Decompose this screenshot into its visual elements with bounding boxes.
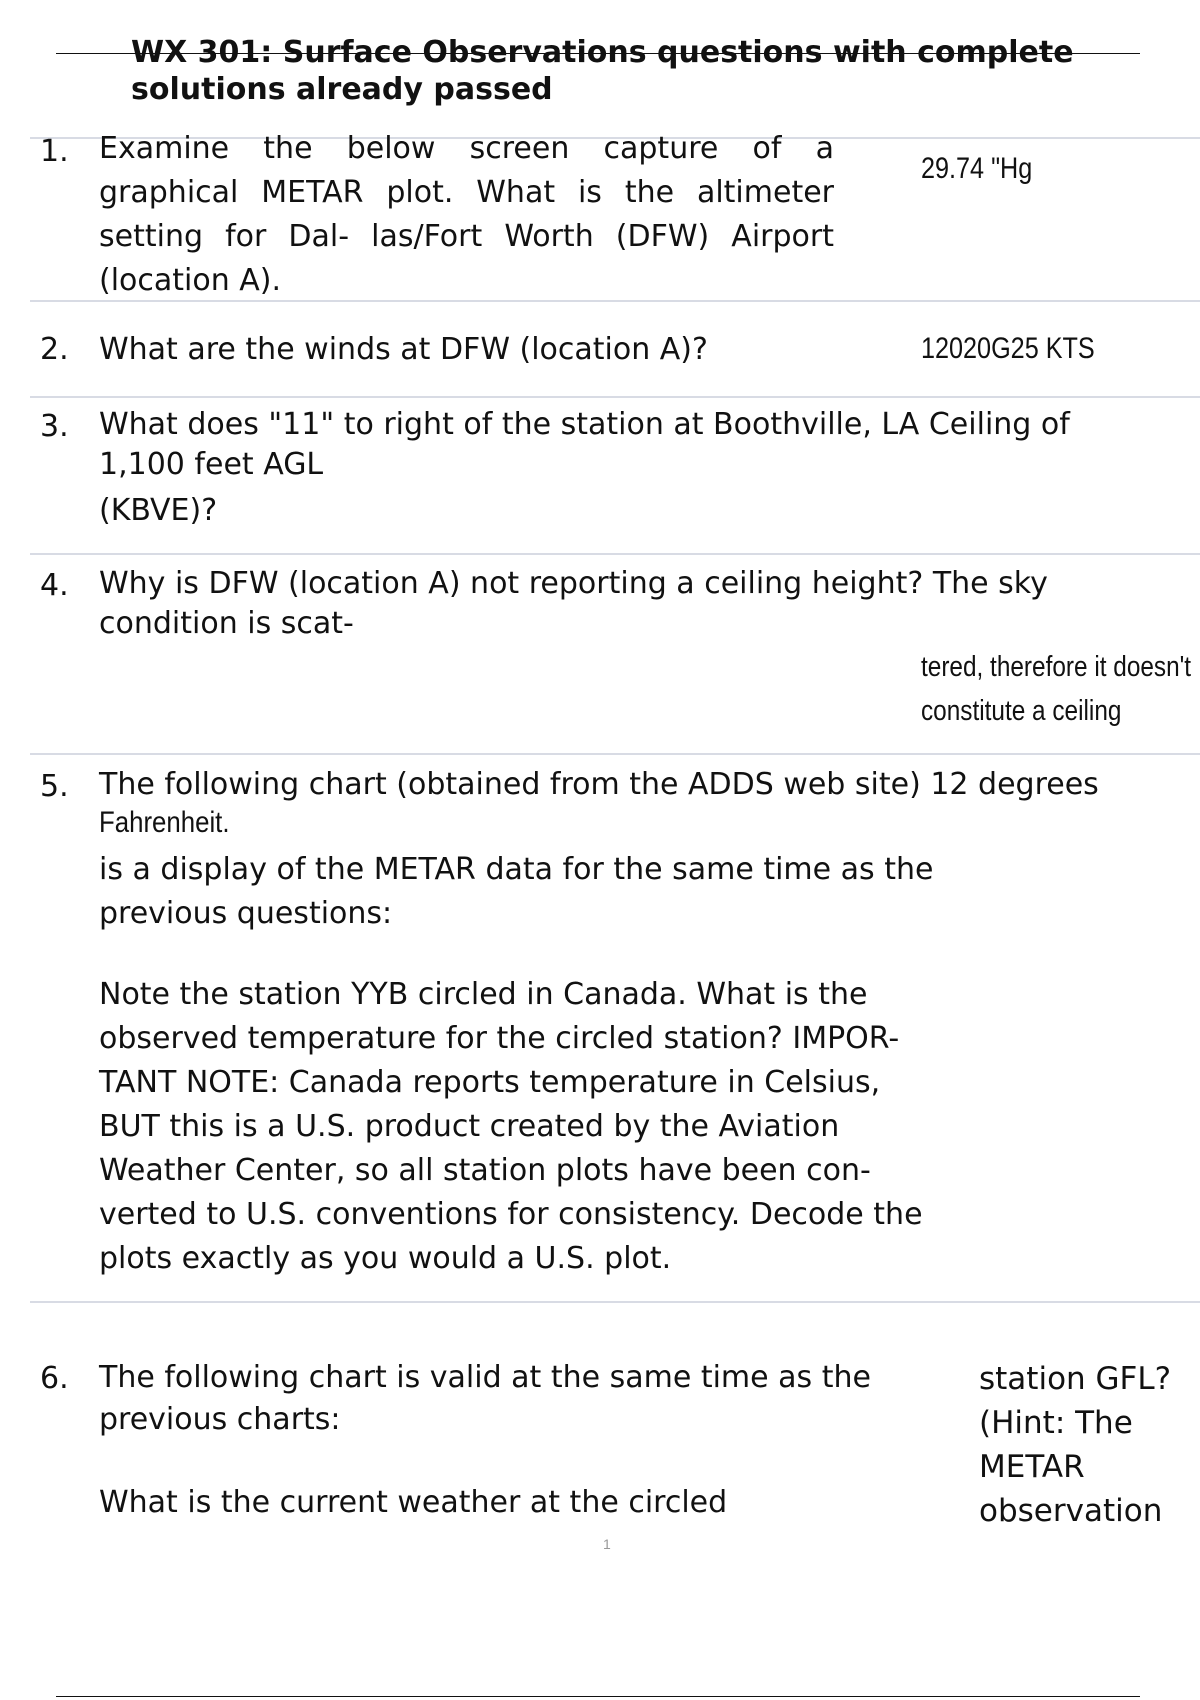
- question-text-paragraph: What is the current weather at the circled: [99, 1485, 728, 1520]
- question-number: 1.: [40, 134, 69, 169]
- question-number: 2.: [40, 332, 69, 367]
- answer-text: [921, 645, 1191, 733]
- answer-text: 29.74 "Hg: [921, 152, 1033, 185]
- page-title: WX 301: Surface Observations questions with complete solutions already passed: [131, 35, 1074, 107]
- question-text: What are the winds at DFW (location A)?: [99, 332, 708, 367]
- question-text-line: Fahrenheit.: [99, 806, 230, 839]
- question-number: 4.: [40, 568, 69, 603]
- question-text: The following chart is valid at the same time as the previous charts:: [99, 1360, 871, 1437]
- answer-line: constitute a ceiling: [921, 695, 1122, 727]
- row-divider: [30, 300, 1200, 302]
- row-divider: [30, 1301, 1200, 1303]
- question-text-paragraph: Note the station YYB circled in Canada. What is the observed temperature for the circled station? IMPOR- TANT NOTE: Canada reports temperature in Celsius, BUT this is a U.S. product created by the Aviation Weather Center, so all station plots have been con- verted to U.S. conventions for consistency. Decode the plots exactly as you would a U.S. plot.: [99, 977, 923, 1276]
- question-number: 5.: [40, 769, 69, 804]
- row-divider: [30, 753, 1200, 755]
- question-text: Why is DFW (location A) not reporting a ceiling height? The sky: [99, 566, 1048, 601]
- question-text-line: condition is scat-: [99, 606, 354, 641]
- answer-text: 12020G25 KTS: [921, 332, 1095, 365]
- question-text: Examine the below screen capture of a graphical METAR plot. What is the altimeter setting for Dal- las/Fort Worth (DFW) Airport (location A).: [99, 131, 834, 298]
- row-divider: [30, 396, 1200, 398]
- question-number: 3.: [40, 409, 69, 444]
- question-text-line: 1,100 feet AGL: [99, 447, 324, 482]
- question-text-paragraph: is a display of the METAR data for the same time as the previous questions:: [99, 852, 934, 931]
- answer-line: tered, therefore it doesn't: [921, 651, 1192, 683]
- question-number: 6.: [40, 1361, 69, 1396]
- row-divider: [30, 553, 1200, 555]
- question-text-line: (KBVE)?: [99, 493, 218, 528]
- question-side-text: station GFL? (Hint: The METAR observation: [979, 1361, 1172, 1529]
- footer-rule: [56, 1696, 1140, 1697]
- question-text: The following chart (obtained from the ADDS web site) 12 degrees: [99, 767, 1099, 802]
- page-number: 1: [603, 1536, 611, 1552]
- question-text: What does "11" to right of the station at Boothville, LA Ceiling of: [99, 407, 1070, 442]
